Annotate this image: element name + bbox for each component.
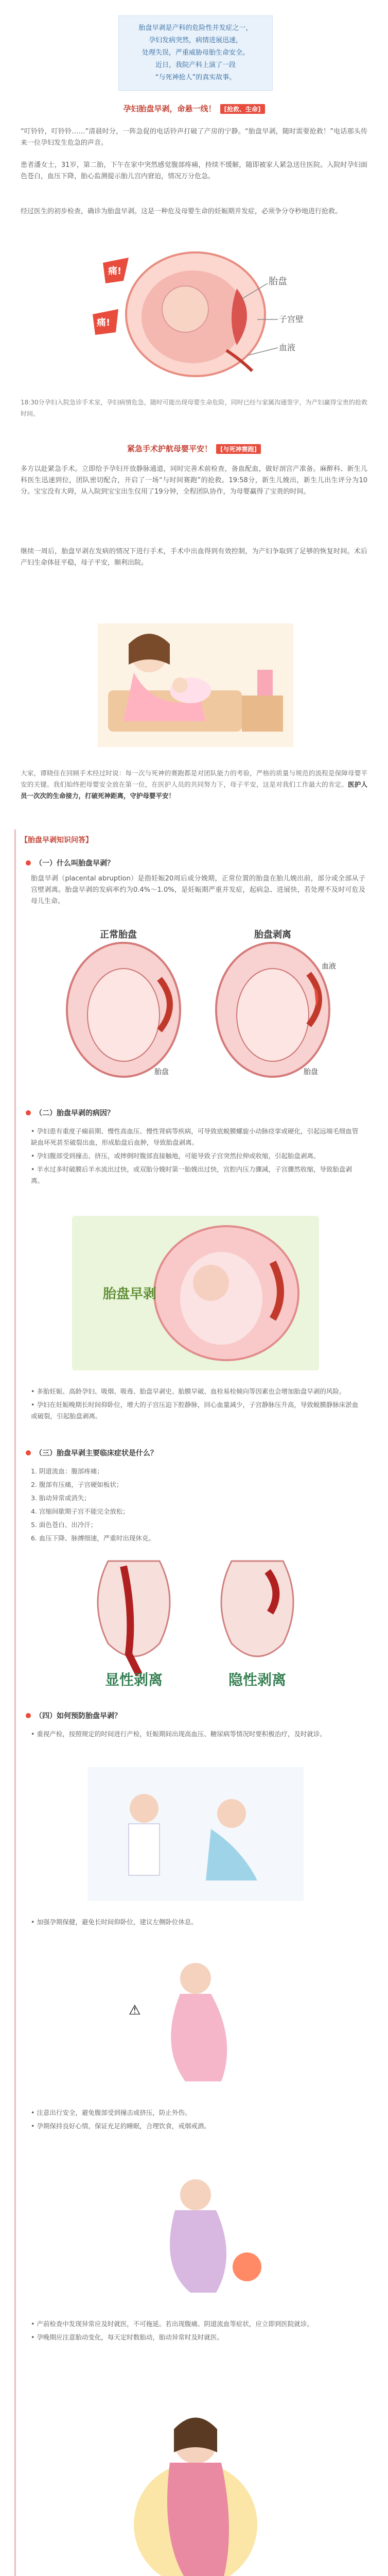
doctor-coat <box>129 1824 160 1875</box>
q2-figure-label: 胎盘早剥 <box>103 1286 157 1302</box>
blood-label: 血液 <box>279 343 296 352</box>
mother-baby-figure <box>77 592 314 757</box>
q3-figure <box>77 1551 314 1690</box>
q4-bullet: • 孕期保持良好心情，保证充足的睡眠，合理饮食，戒烟戒酒。 <box>31 2122 210 2130</box>
section1-caption: 18:30分孕妇入院急诊手术室，孕妇病情危急，随时可能出现母婴生命危险，同时已经与家属沟通签字，为产妇赢得宝贵的抢救时间。 <box>21 399 367 417</box>
nightstand <box>242 696 283 732</box>
q2-bullet: • 羊水过多时破膜后羊水流出过快，或双胎分娩时第一胎娩出过快，宫腔内压力骤减，子宫骤然收缩，导致胎盘剥离。 <box>31 1165 352 1184</box>
q2-bullet2-text: 多胎妊娠、高龄孕妇、吸烟、吸毒、胎盘早剥史、胎膜早破、血栓易栓倾向等因素也会增加胎盘早剥的风险。 <box>37 1387 346 1395</box>
q4-bullet-icon <box>26 1713 31 1718</box>
q4-bullet2-text: 孕晚期应注意胎动变化，每天定时数胎动，胎动异常时及时就医。 <box>37 2333 223 2341</box>
quote-line: 胎盘早剥是产科的危险性并发症之一， <box>138 24 253 32</box>
abruption-label: 胎盘剥离 <box>254 929 291 940</box>
pregnant-emoji-icon: ⚠ <box>129 2003 141 2018</box>
baby-head <box>172 677 188 693</box>
q1-bullet-icon <box>26 860 31 866</box>
q4-bullet: • 加强孕期保健，避免长时间仰卧位，建议左侧卧位休息。 <box>31 1918 198 1926</box>
section1-tag: [抢救、生命] <box>220 104 265 114</box>
q3-bullet: 3. 胎动异常或消失； <box>31 1494 91 1502</box>
q2-bullet-icon <box>26 1110 31 1115</box>
q3-bullet: 2. 腹部有压痛，子宫硬如板状； <box>31 1481 123 1488</box>
revealed-label: 显性剥离 <box>104 1671 163 1688</box>
q2-title <box>26 1108 114 1118</box>
placenta-label-left: 胎盘 <box>154 1068 169 1076</box>
q1-comparison-figure <box>57 922 345 1087</box>
q4-doctor-figure <box>87 1767 304 1901</box>
q1-title <box>26 858 114 868</box>
eating-woman-body <box>170 2210 226 2293</box>
q1-title-text: （一）什么叫胎盘早剥？ <box>35 859 114 868</box>
q1-text: 胎盘早剥（placental abruption）是指妊娠20周后或分娩期，正常位置的胎盘在胎儿娩出前，部分或全部从子宫壁剥离。胎盘早剥的发病率约为0.4%～1.0%，是妊娠期严重并发症，起病急、进展快，若处理不及时可危及母儿生命。 <box>31 875 365 905</box>
q4-bullet2: • 产前检查中发现异常应及时就医，不可拖延。若出现腹痛、阴道流血等症状，应立即到医院就诊。 <box>31 2320 313 2328</box>
q3-bullet: 4. 宫缩间歇期子宫不能完全放松； <box>31 1507 129 1515</box>
q4-bullets2 <box>31 2318 360 2345</box>
pregnant-body <box>171 1994 227 2081</box>
eating-woman-head <box>180 2179 211 2210</box>
normal-placenta-label: 正常胎盘 <box>100 929 137 940</box>
pain-label-2: 痛! <box>97 317 111 328</box>
qa-section-heading: 【胎盘早剥知识问答】 <box>21 836 93 844</box>
q2-bullet-text: 孕妇患有重度子痫前期、慢性高血压、慢性肾病等疾病，可导致底蜕膜螺旋小动脉痉挛或硬化，引起远端毛细血管缺血坏死甚至破裂出血，形成胎盘后血肿，导致胎盘剥离。 <box>31 1127 359 1146</box>
section2-para1: 多方以赴紧急手术。立即给予孕妇开放静脉通道，同时完善术前检查，备血配血，做好剖宫产准备。麻醉科、新生儿科医生迅速到位，团队密切配合，开启了一场“与时间赛跑”的抢救。19:58分，新生儿娩出，新生儿出生评分为10分。宝宝没有大碍，从入院到宝宝出生仅用了19分钟，全程团队协作，为母婴赢得了宝贵的时间。 <box>21 465 367 496</box>
q2-bullet: • 孕妇患有重度子痫前期、慢性高血压、慢性肾病等疾病，可导致底蜕膜螺旋小动脉痉挛或硬化，引起远端毛细血管缺血坏死甚至破裂出血，形成胎盘后血肿，导致胎盘剥离。 <box>31 1127 359 1146</box>
q3-bullets <box>31 1466 360 1546</box>
flower-vase <box>257 670 273 696</box>
quote-line: “与死神抢人”的真实故事。 <box>155 74 236 81</box>
section2-heading <box>0 443 388 454</box>
concealed-uterus <box>221 1561 293 1656</box>
placenta-label: 胎盘 <box>269 276 287 287</box>
q2-bullet2-text: 孕妇在妊娠晚期长时间仰卧位，增大的子宫压迫下腔静脉，回心血量减少，子宫静脉压升高，导致蜕膜静脉床淤血或破裂，引起胎盘剥离。 <box>31 1401 359 1420</box>
q4-bullet-text: 重视产检，按照规定的时间进行产检，妊娠期间出现高血压、糖尿病等情况时要积极治疗，及时就诊。 <box>37 1730 326 1738</box>
section2-caption <box>21 768 367 802</box>
q4-title <box>26 1710 121 1721</box>
section2-tag: [与死神赛跑] <box>216 444 261 454</box>
q3-bullet: 5. 面色苍白、出冷汗； <box>31 1521 97 1529</box>
q4-bullets <box>31 1728 360 1742</box>
section1-heading-text: 孕妇胎盘早剥，命悬一线！ <box>123 104 216 113</box>
section1-para1: “叮铃铃，叮铃铃……”清晨时分，一阵急促的电话铃声打破了产房的宁静。“胎盘早剥，随时需要抢救！”电话那头传来一位孕妇发生危急的声音。 <box>21 128 367 147</box>
q2-bullets2 <box>31 1386 360 1424</box>
intro-quote-box <box>118 15 273 91</box>
normal-fetus <box>87 969 160 1061</box>
q4-food-figure <box>103 2164 288 2298</box>
q2-fetus-area <box>180 1252 262 1345</box>
section1-para2: 患者潘女士，31岁，第二胎，下午在家中突然感觉腹部疼痛，持续不缓解，随即被家人紧急送往医院。入院时孕妇面色苍白，血压下降，胎心监测提示胎儿宫内窘迫，情况万分危急。 <box>21 161 367 180</box>
q2-title-text: （二）胎盘早剥的病因？ <box>35 1109 114 1117</box>
qa-side-bar <box>14 829 16 2576</box>
fetus-head <box>162 286 208 332</box>
q3-bullet: 6. 血压下降、脉搏细速，严重时出现休克。 <box>31 1534 155 1542</box>
q2-fetus-head <box>193 1265 229 1301</box>
q2-figure <box>72 1216 319 1370</box>
q2-bullet: • 孕妇腹部受到撞击、挤压，或摔倒时腹部直接触地，可能导致子宫突然拉伸或收缩，引起胎盘剥离。 <box>31 1152 320 1160</box>
q3-bullet-icon <box>26 1450 31 1455</box>
q4-bullet-text: 加强孕期保健，避免长时间仰卧位，建议左侧卧位休息。 <box>37 1918 198 1926</box>
section1-heading <box>0 103 388 114</box>
section2-caption-text: 大家，谭晓佳在回顾手术经过时说：每一次与死神的赛跑都是对团队能力的考验，严格的质量与规范的流程是保障母婴平安的关键。我们始终把母婴安全放在第一位，在医护人员的共同努力下，母子平安，这是对我们工作最大的肯定。 <box>21 769 367 788</box>
q4-figure-bg <box>87 1767 304 1901</box>
seated-woman-hair <box>174 2418 217 2453</box>
pain-label-1: 痛! <box>108 266 122 277</box>
q3-title-text: （三）胎盘早剥主要临床症状是什么？ <box>35 1449 157 1458</box>
section2-para2: 继续一周后，胎盘早剥在发病的情况下进行手术，手术中出血得到有效控制，为产妇争取到了足够的恢复时间。术后产妇生命体征平稳，母子平安，顺利出院。 <box>21 548 367 567</box>
q4-bullets-b <box>31 1917 360 1930</box>
concealed-label: 隐性剥离 <box>228 1671 287 1688</box>
q4-bullet: • 重视产检，按照规定的时间进行产检，妊娠期间出现高血压、糖尿病等情况时要积极治疗，及时就诊。 <box>31 1730 326 1738</box>
q4-bullet-text: 孕期保持良好心情，保证充足的睡眠，合理饮食，戒烟戒酒。 <box>37 2122 210 2130</box>
abruption-fetus <box>237 969 309 1061</box>
q4-title-text: （四）如何预防胎盘早剥？ <box>35 1712 121 1720</box>
q2-bullet-text: 孕妇腹部受到撞击、挤压，或摔倒时腹部直接触地，可能导致子宫突然拉伸或收缩，引起胎盘剥离。 <box>37 1152 320 1160</box>
q4-mother-figure <box>118 2391 273 2576</box>
blood-label: 血液 <box>322 962 336 971</box>
revealed-uterus <box>98 1561 170 1656</box>
section2-heading-text: 紧急手术护航母婴平安！ <box>127 444 213 453</box>
pregnant-head <box>180 1963 211 1994</box>
patient-head <box>217 1799 246 1828</box>
q2-bullets <box>31 1126 360 1189</box>
section1-para3: 经过医生的初步检查，确诊为胎盘早剥。这是一种危及母婴生命的妊娠期并发症，必须争分夺秒地进行抢救。 <box>21 208 342 215</box>
uterine-wall-label: 子宫壁 <box>279 314 304 324</box>
doctor-head <box>130 1794 158 1823</box>
q4-bullets-c <box>31 2107 360 2134</box>
q2-bullet2: • 多胎妊娠、高龄孕妇、吸烟、吸毒、胎盘早剥史、胎膜早破、血栓易栓倾向等因素也会增加胎盘早剥的风险。 <box>31 1387 346 1395</box>
q3-title <box>26 1448 157 1458</box>
section2-caption-bold: 医护人员一次次的生命接力，打破死神距离，守护母婴平安！ <box>21 781 367 800</box>
q4-bullet2-text: 产前检查中发现异常应及时就医，不可拖延。若出现腹痛、阴道流血等症状，应立即到医院就诊。 <box>37 2320 313 2328</box>
quote-line: 近日，我院产科上演了一段 <box>155 61 236 69</box>
q4-bullet2: • 孕晚期应注意胎动变化，每天定时数胎动，胎动异常时及时就医。 <box>31 2333 223 2341</box>
q4-pregnant-figure <box>98 1953 293 2092</box>
q3-bullet: 1. 阴道流血：腹部疼痛； <box>31 1467 103 1475</box>
quote-line: 孕妇发病突然，病情进展迅速， <box>148 37 242 44</box>
q2-bullet-text: 羊水过多时破膜后羊水流出过快，或双胎分娩时第一胎娩出过快，宫腔内压力骤减，子宫骤然收缩，导致胎盘剥离。 <box>31 1165 352 1184</box>
q4-bullet-text: 注意出行安全，避免腹部受到撞击或挤压，防止外伤。 <box>37 2109 191 2116</box>
q2-bullet2: • 孕妇在妊娠晚期长时间仰卧位，增大的子宫压迫下腔静脉，回心血量减少，子宫静脉压升高，导致蜕膜静脉床淤血或破裂，引起胎盘剥离。 <box>31 1401 359 1420</box>
abruption-cartoon-figure <box>82 242 309 386</box>
seated-woman-dress <box>167 2463 229 2576</box>
food-icon <box>233 2252 261 2281</box>
q4-bullet: • 注意出行安全，避免腹部受到撞击或挤压，防止外伤。 <box>31 2109 191 2116</box>
placenta-label-right: 胎盘 <box>304 1068 318 1076</box>
quote-line: 处理失误，严重威胁母胎生命安全。 <box>142 49 249 57</box>
